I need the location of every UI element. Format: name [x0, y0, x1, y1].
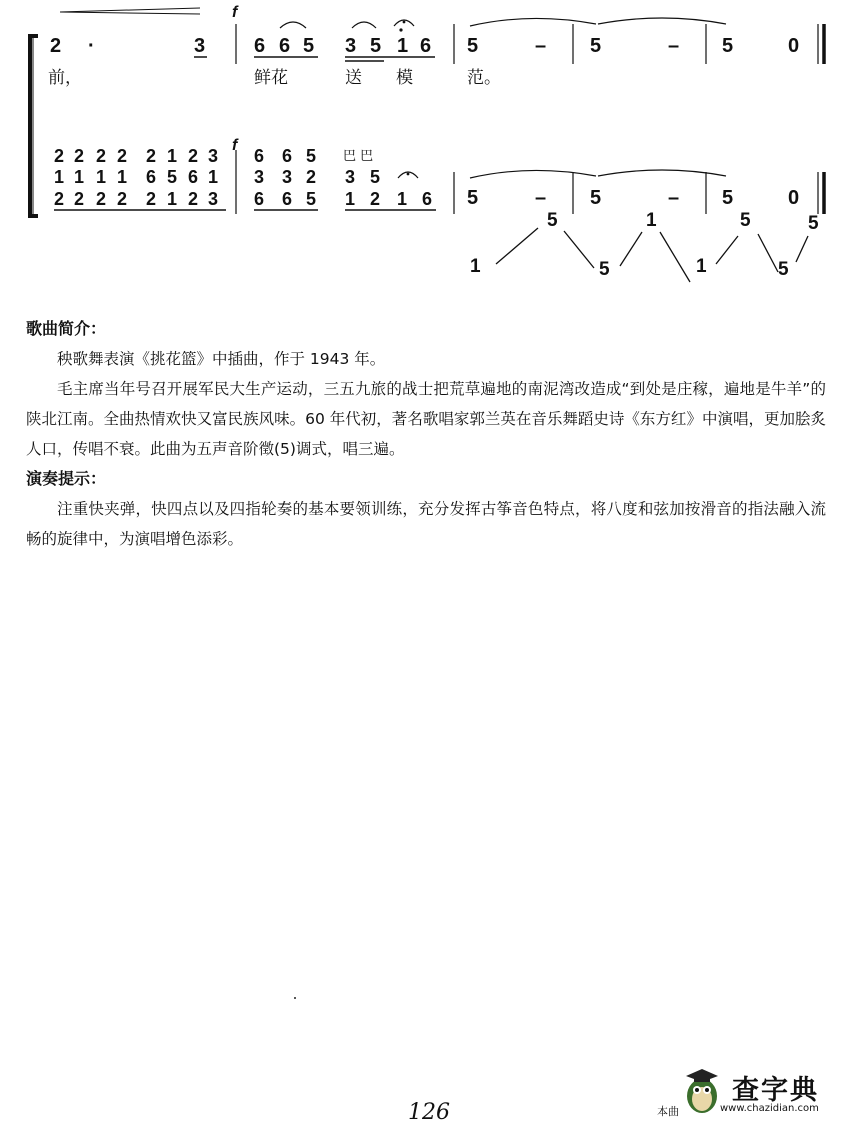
note: 5 [590, 35, 602, 57]
note: 2 [54, 189, 65, 209]
intro-heading: 歌曲简介： [26, 319, 107, 338]
intro-paragraph-2: 毛主席当年号召开展军民大生产运动，三五九旅的战士把荒草遍地的南泥湾改造成“到处是庄稼，遍地是牛羊”的陕北江南。全曲热情欢快又富民族风味。60 年代初，著名歌唱家郭兰英在音乐舞蹈史诗《东方红》中演唱，更加脍炙人口，传唱不衰。此曲为五声音阶徵(5)调式，唱三遍。 [26, 380, 826, 458]
note: 5 [722, 187, 734, 209]
note: 5 [722, 35, 734, 57]
tips-heading: 演奏提示： [26, 469, 107, 488]
note: 5 [370, 35, 382, 57]
note: 5 [590, 187, 602, 209]
dynamic-forte-1: f [232, 4, 238, 21]
note: 1 [397, 35, 409, 57]
note: 1 [54, 167, 65, 187]
note: 5 [467, 35, 479, 57]
note: 2 [188, 189, 199, 209]
note: – [535, 35, 547, 57]
note: 2 [117, 189, 128, 209]
note: 5 [306, 189, 317, 209]
note: 2 [74, 146, 85, 166]
music-score [0, 0, 849, 300]
note: 1 [397, 189, 408, 209]
note: 1 [167, 146, 178, 166]
note: 3 [345, 167, 356, 187]
technique-marks: 巴 巴 [343, 149, 374, 164]
note: 5 [808, 213, 819, 234]
note: 1 [167, 189, 178, 209]
note: – [668, 35, 680, 57]
system-bracket [30, 36, 38, 216]
logo-text: 查字典 [732, 1075, 819, 1106]
note: 2 [188, 146, 199, 166]
note: 1 [208, 167, 219, 187]
note: 6 [282, 189, 293, 209]
note: 3 [282, 167, 293, 187]
note: 6 [188, 167, 199, 187]
note: 2 [146, 189, 157, 209]
note: 5 [778, 259, 789, 280]
note: 2 [96, 189, 107, 209]
note: 1 [646, 210, 657, 231]
note: 1 [74, 167, 85, 187]
note: 2 [146, 146, 157, 166]
note: 2 [96, 146, 107, 166]
note: 5 [599, 259, 610, 280]
lyric: 前， [48, 68, 82, 88]
note: – [535, 187, 547, 209]
description [26, 314, 826, 554]
lyric: 鲜花 [254, 68, 288, 88]
footer-note: 本曲 [657, 1105, 679, 1118]
note: 3 [194, 35, 206, 57]
note: 5 [306, 146, 317, 166]
note: 2 [74, 189, 85, 209]
note: 5 [303, 35, 315, 57]
note: 1 [696, 256, 707, 277]
lyric: 模 [396, 68, 413, 88]
note: 6 [146, 167, 157, 187]
note: 1 [96, 167, 107, 187]
note: 2 [306, 167, 317, 187]
tips-paragraph: 注重快夹弹，快四点以及四指轮奏的基本要领训练，充分发挥古筝音色特点，将八度和弦加按滑音的指法融入流畅的旋律中，为演唱增色添彩。 [26, 500, 826, 548]
stray-dot [294, 997, 296, 999]
note: 1 [345, 189, 356, 209]
logo-url: www.chazidian.com [720, 1103, 819, 1114]
note: · [88, 35, 95, 57]
note: 3 [208, 189, 219, 209]
note: 6 [254, 35, 266, 57]
note: 6 [420, 35, 432, 57]
note: 2 [50, 35, 62, 57]
intro-paragraph-1: 秧歌舞表演《挑花篮》中插曲，作于 1943 年。 [57, 350, 386, 368]
note: 3 [345, 35, 357, 57]
score-svg [0, 0, 849, 300]
note: 5 [467, 187, 479, 209]
page-number: 126 [408, 1100, 450, 1125]
note: 0 [788, 187, 800, 209]
note: 2 [54, 146, 65, 166]
note: 6 [254, 189, 265, 209]
note: 1 [117, 167, 128, 187]
lyric: 送 [345, 68, 362, 88]
note: 5 [370, 167, 381, 187]
lyric: 范。 [467, 68, 501, 88]
note: 1 [470, 256, 481, 277]
watermark-logo [680, 1066, 840, 1118]
note: 3 [254, 167, 265, 187]
note: 6 [422, 189, 433, 209]
note: 5 [547, 210, 558, 231]
note: 6 [279, 35, 291, 57]
note: 5 [740, 210, 751, 231]
dynamic-forte-2: f [232, 137, 238, 154]
note: 0 [788, 35, 800, 57]
note: 2 [370, 189, 381, 209]
note: – [668, 187, 680, 209]
note: 6 [282, 146, 293, 166]
note: 3 [208, 146, 219, 166]
note: 6 [254, 146, 265, 166]
note: 5 [167, 167, 178, 187]
note: 2 [117, 146, 128, 166]
